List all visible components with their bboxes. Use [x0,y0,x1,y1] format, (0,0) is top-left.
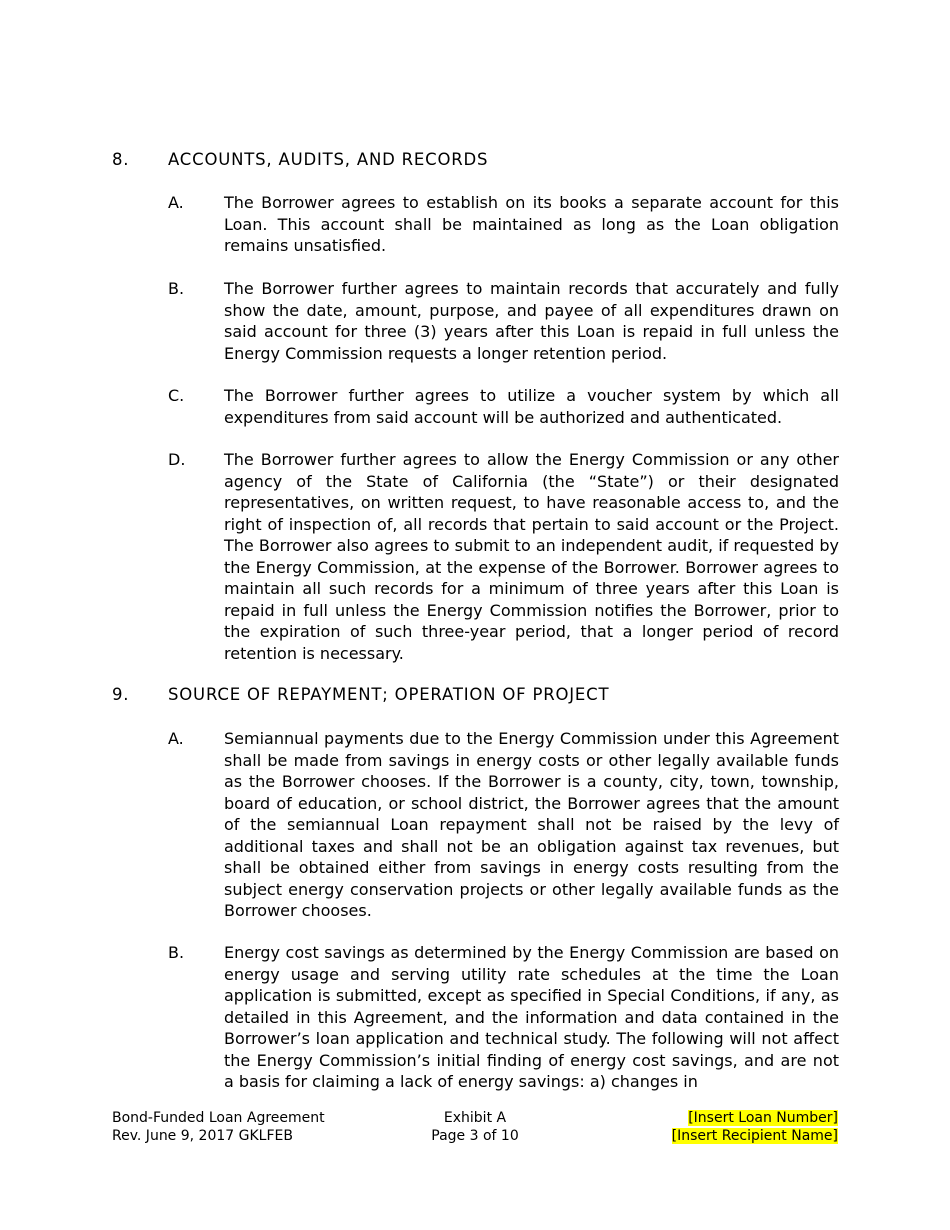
paragraph-9a [168,728,839,922]
footer-revision: Rev. June 9, 2017 GKLFEB [112,1128,293,1144]
paragraph-8c [168,385,839,428]
footer-left [112,1109,325,1145]
paragraph-8a [168,192,839,257]
section-title: ACCOUNTS, AUDITS, AND RECORDS [168,150,489,169]
paragraph-letter: B. [168,279,185,298]
paragraph-text: The Borrower further agrees to utilize a voucher system by which all expenditures from said account will be authorized and authenticated. [224,386,839,427]
footer-document-title: Bond-Funded Loan Agreement [112,1110,325,1126]
paragraph-text: The Borrower agrees to establish on its books a separate account for this Loan. This account shall be maintained as long as the Loan obligation remains unsatisfied. [224,193,839,255]
paragraph-letter: B. [168,943,185,962]
footer-exhibit: Exhibit A [443,1110,507,1126]
paragraph-letter: C. [168,386,185,405]
footer-page-number: Page 3 of 10 [431,1128,519,1144]
section-heading-9 [112,685,609,705]
paragraph-text: Semiannual payments due to the Energy Commission under this Agreement shall be made from savings in energy costs or other legally available funds as the Borrower chooses. If the Borrower is a county, city, town, township, board of education, or school district, the Borrower agrees that the amount of the semiannual Loan repayment shall not be raised by the levy of additional taxes and shall not be an obligation against tax revenues, but shall be obtained either from savings in energy costs resulting from the subject energy conservation projects or other legally available funds as the Borrower chooses. [224,729,839,920]
footer-right [672,1109,838,1145]
paragraph-8d [168,449,839,664]
paragraph-text: Energy cost savings as determined by the Energy Commission are based on energy usage and serving utility rate schedules at the time the Loan application is submitted, except as specified in Special Conditions, if any, as detailed in this Agreement, and the information and data contained in the Borrower’s loan application and technical study. The following will not affect the Energy Commission’s initial finding of energy cost savings, and are not a basis for claiming a lack of energy savings: a) changes in [224,943,839,1091]
paragraph-letter: A. [168,193,184,212]
paragraph-9b [168,942,839,1093]
paragraph-text: The Borrower further agrees to maintain records that accurately and fully show the date, amount, purpose, and payee of all expenditures drawn on said account for three (3) years after this Loan is repaid in full unless the Energy Commission requests a longer retention period. [224,279,839,363]
paragraph-8b [168,278,839,364]
section-title: SOURCE OF REPAYMENT; OPERATION OF PROJECT [168,685,610,704]
paragraph-text: The Borrower further agrees to allow the Energy Commission or any other agency of the State of California (the “State”) or their designated representatives, on written request, to have reasonable access to, and the right of inspection of, all records that pertain to said account or the Project. The Borrower also agrees to submit to an independent audit, if requested by the Energy Commission, at the expense of the Borrower. Borrower agrees to maintain all such records for a minimum of three years after this Loan is repaid in full unless the Energy Commission notifies the Borrower, prior to the expiration of such three-year period, that a longer period of record retention is necessary. [224,450,839,663]
paragraph-letter: D. [168,450,186,469]
footer-loan-number-placeholder: [Insert Loan Number] [688,1110,838,1126]
paragraph-letter: A. [168,729,184,748]
section-heading-8 [112,150,488,170]
section-number: 9. [112,685,130,704]
footer-center [420,1109,530,1145]
footer-recipient-name-placeholder: [Insert Recipient Name] [671,1128,838,1144]
section-number: 8. [112,150,130,169]
